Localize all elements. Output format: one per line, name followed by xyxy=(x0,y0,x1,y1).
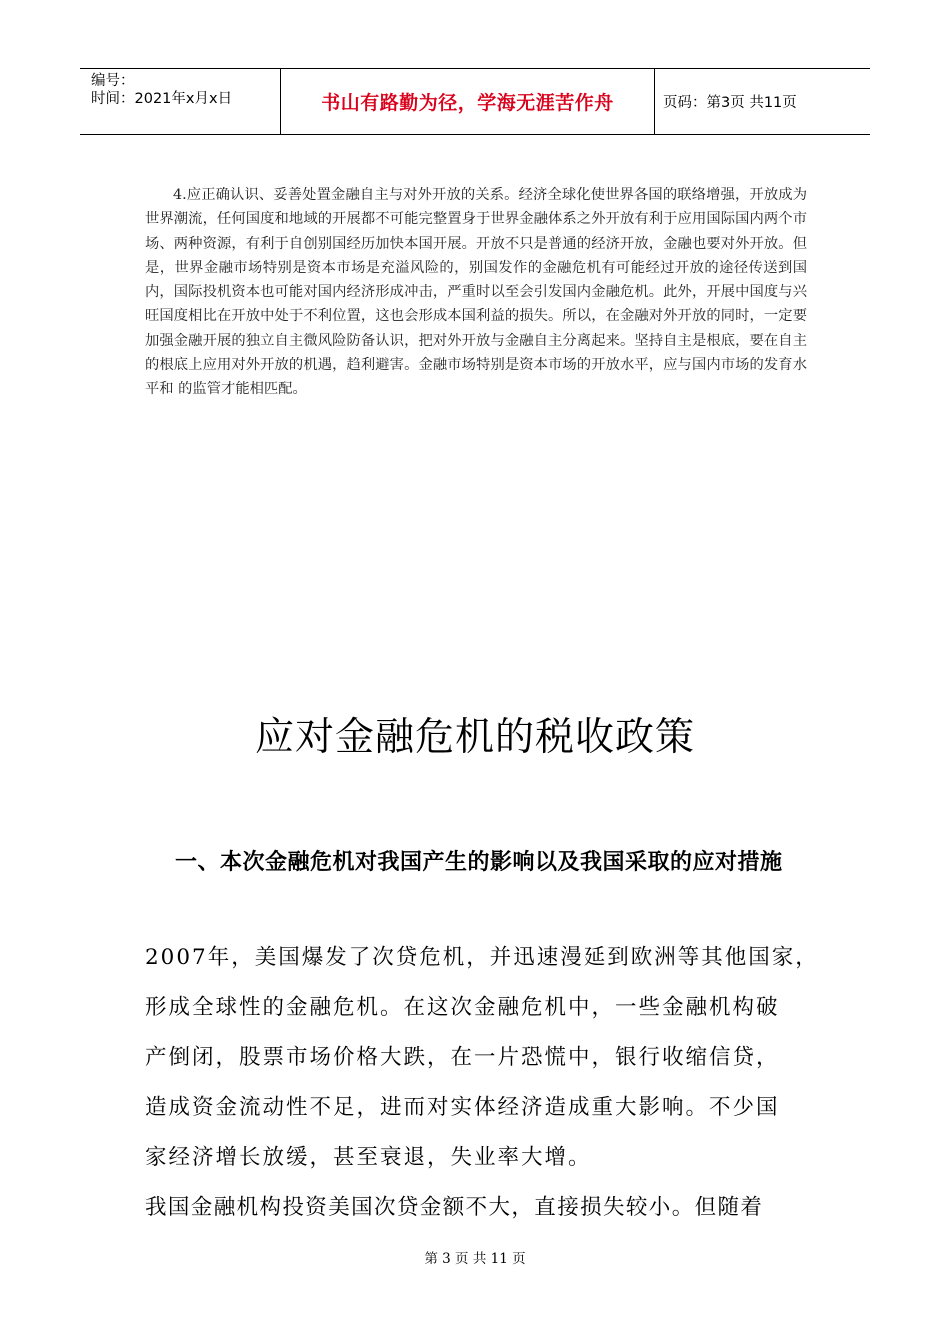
header-meta xyxy=(80,69,281,134)
intro-paragraph: 4.应正确认识、妥善处置金融自主与对外开放的关系。经济全球化使世界各国的联络增强，开放成为世界潮流，任何国度和地域的开展都不可能完整置身于世界金融体系之外开放有利于应用国际国内两个市场、两种资源，有利于自创别国经历加快本国开展。开放不只是普通的经济开放，金融也要对外开放。但是，世界金融市场特别是资本市场是充溢风险的，别国发作的金融危机有可能经过开放的途径传送到国内，国际投机资本也可能对国内经济形成冲击，严重时以至会引发国内金融危机。此外，开展中国度与兴旺国度相比在开放中处于不利位置，这也会形成本国利益的损失。所以，在金融对外开放的同时，一定要加强金融开展的独立自主微风险防备认识，把对外开放与金融自主分离起来。坚持自主是根底，要在自主的根底上应用对外开放的机遇，趋利避害。金融市场特别是资本市场的开放水平，应与国内市场的发育水平和 的监管才能相匹配。 xyxy=(145,187,807,398)
body-line: 产倒闭，股票市场价格大跌，在一片恐慌中，银行收缩信贷， xyxy=(145,1045,780,1070)
body-line: 造成资金流动性不足，进而对实体经济造成重大影响。不少国 xyxy=(145,1095,780,1120)
header-page-info: 页码：第3页 共11页 xyxy=(663,95,797,111)
document-number-label: 编号： xyxy=(91,73,135,89)
document-title: 应对金融危机的税收政策 xyxy=(254,715,695,760)
body-line: 2007年，美国爆发了次贷危机，并迅速漫延到欧洲等其他国家， xyxy=(145,945,819,970)
section-heading: 一、本次金融危机对我国产生的影响以及我国采取的应对措施 xyxy=(175,850,783,875)
body-line: 家经济增长放缓，甚至衰退，失业率大增。 xyxy=(145,1145,592,1170)
page-header xyxy=(80,68,870,135)
body-line: 我国金融机构投资美国次贷金额不大，直接损失较小。但随着 xyxy=(145,1195,764,1220)
header-motto: 书山有路勤为径，学海无涯苦作舟 xyxy=(281,69,655,134)
body-line: 形成全球性的金融危机。在这次金融危机中，一些金融机构破 xyxy=(145,995,780,1020)
page-footer: 第 3 页 共 11 页 xyxy=(424,1251,526,1267)
document-date: 时间：2021年x月x日 xyxy=(91,91,233,107)
